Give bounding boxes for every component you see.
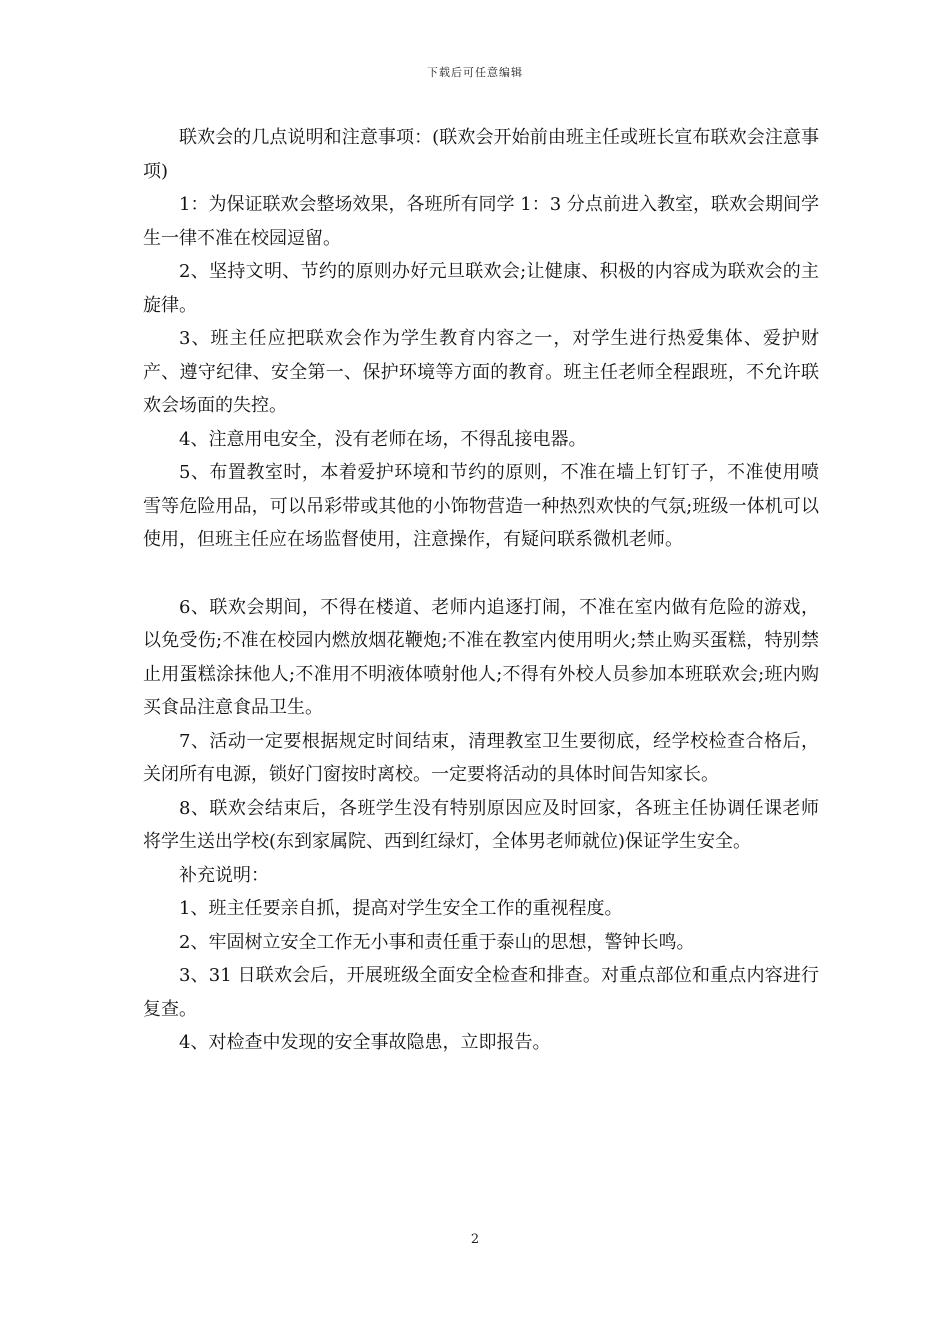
rule-paragraph-3: 3、班主任应把联欢会作为学生教育内容之一，对学生进行热爱集体、爱护财产、遵守纪律、安全第一、保护环境等方面的教育。班主任老师全程跟班，不允许联欢会场面的失控。	[143, 328, 819, 416]
intro-paragraph: 联欢会的几点说明和注意事项：(联欢会开始前由班主任或班长宣布联欢会注意事项)	[143, 127, 819, 182]
supplement-item-3: 3、31 日联欢会后，开展班级全面安全检查和排查。对重点部位和重点内容进行复查。	[143, 965, 819, 1020]
document-body	[143, 121, 819, 1060]
page-number: 2	[470, 1232, 480, 1247]
supplement-item-4: 4、对检查中发现的安全事故隐患，立即报告。	[179, 1032, 551, 1053]
rule-paragraph-2: 2、坚持文明、节约的原则办好元旦联欢会;让健康、积极的内容成为联欢会的主旋律。	[143, 261, 819, 316]
rule-paragraph-6: 6、联欢会期间，不得在楼道、老师内追逐打闹，不准在室内做有危险的游戏，以免受伤;不准在校园内燃放烟花鞭炮;不准在教室内使用明火;禁止购买蛋糕，特别禁止用蛋糕涂抹他人;不准用不明液体喷射他人;不得有外校人员参加本班联欢会;班内购买食品注意食品卫生。	[143, 596, 819, 718]
supplement-heading: 补充说明：	[179, 864, 269, 886]
rule-paragraph-1: 1：为保证联欢会整场效果，各班所有同学 1：3 分点前进入教室，联欢会期间学生一律不准在校园逗留。	[143, 194, 819, 249]
supplement-item-2: 2、牢固树立安全工作无小事和责任重于泰山的思想，警钟长鸣。	[179, 931, 695, 953]
page-header: 下载后可任意编辑	[427, 66, 523, 79]
rule-paragraph-8: 8、联欢会结束后，各班学生没有特别原因应及时回家，各班主任协调任课老师将学生送出学校(东到家属院、西到红绿灯，全体男老师就位)保证学生安全。	[143, 797, 819, 852]
rule-paragraph-4: 4、注意用电安全，没有老师在场，不得乱接电器。	[179, 428, 587, 450]
supplement-item-1: 1、班主任要亲自抓，提高对学生安全工作的重视程度。	[179, 898, 623, 919]
rule-paragraph-7: 7、活动一定要根据规定时间结束，清理教室卫生要彻底，经学校检查合格后，关闭所有电源，锁好门窗按时离校。一定要将活动的具体时间告知家长。	[143, 730, 819, 785]
rule-paragraph-5: 5、布置教室时，本着爱护环境和节约的原则，不准在墙上钉钉子，不准使用喷雪等危险用品，可以吊彩带或其他的小饰物营造一种热烈欢快的气氛;班级一体机可以使用，但班主任应在场监督使用，注意操作，有疑问联系微机老师。	[143, 462, 819, 550]
paragraph-gap	[143, 557, 819, 591]
